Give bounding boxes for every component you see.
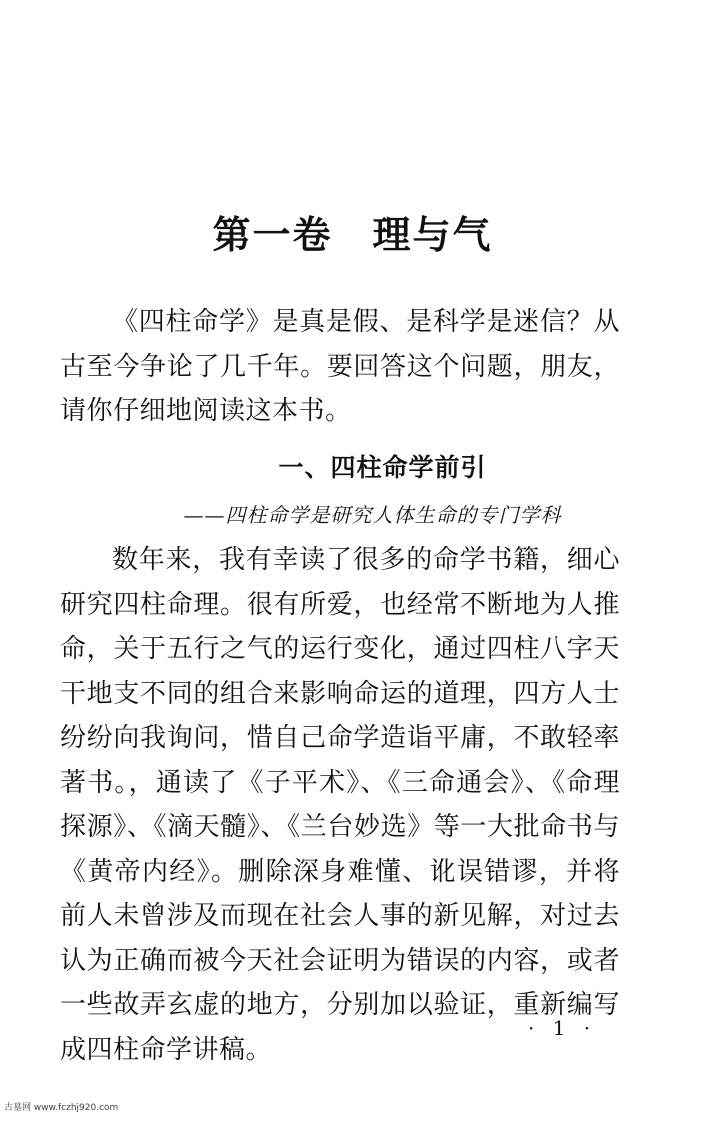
intro-paragraph: 《四柱命学》是真是假、是科学是迷信？从古至今争论了几千年。要回答这个问题，朋友，请你仔细地阅读这本书。: [60, 307, 620, 426]
chapter-name: 理与气: [372, 212, 493, 257]
site-watermark: 古墓网 www.fczhj920.com: [4, 1103, 119, 1113]
section-subtitle: ——四柱命学是研究人体生命的专门学科: [183, 503, 562, 527]
section-heading: 一、四柱命学前引: [278, 453, 487, 482]
page-number: · 1 ·: [528, 1016, 597, 1040]
body-paragraph: 数年来，我有幸读了很多的命学书籍，细心研究四柱命理。很有所爱，也经常不断地为人推命，关于五行之气的运行变化，通过四柱八字天干地支不同的组合来影响命运的道理，四方人士纷纷向我询问，惜自己命学造诣平庸，不敢轻率著书。，通读了《子平术》、《三命通会》、《命理探源》、《滴天髓》、《兰台妙选》等一大批命书与《黄帝内经》。删除深身难懂、讹误错谬，并将前人未曾涉及而现在社会人事的新见解，对过去认为正确而被今天社会证明为错误的内容，或者一些故弄玄虚的地方，分别加以验证，重新编写成四柱命学讲稿。: [60, 545, 620, 1065]
chapter-number: 第一卷: [212, 212, 333, 257]
chapter-title: [0, 214, 705, 256]
